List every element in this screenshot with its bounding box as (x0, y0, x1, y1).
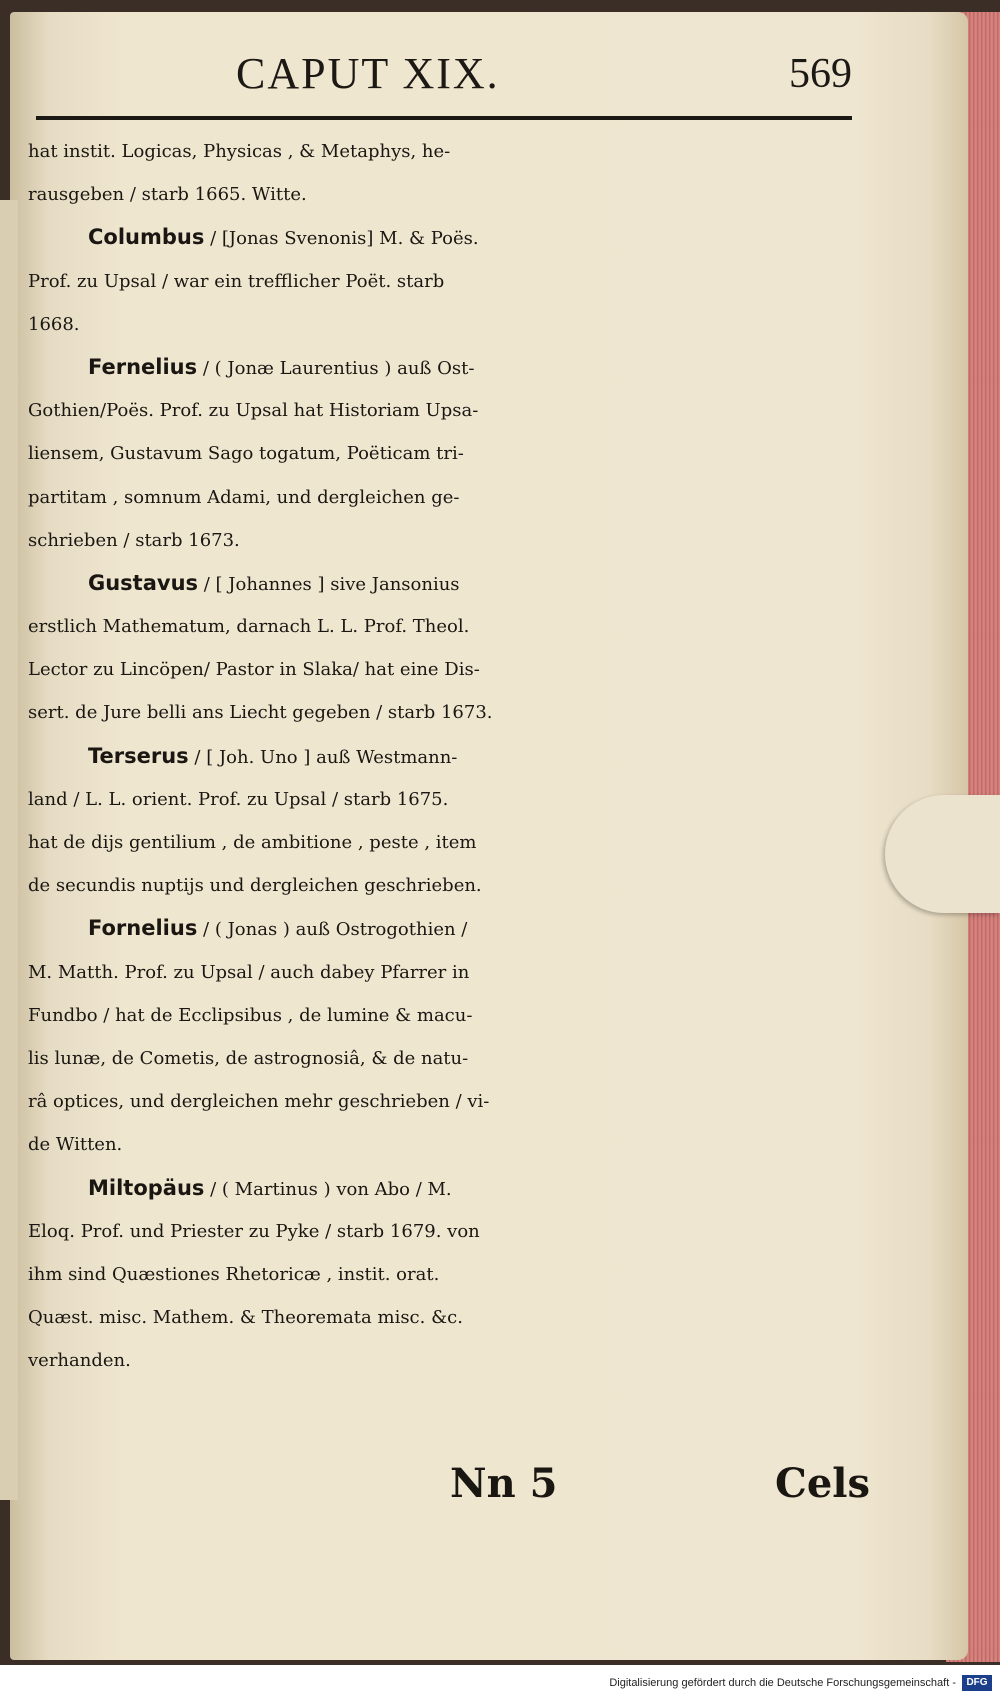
text-line (28, 216, 868, 259)
line-text: verhanden. (28, 1350, 131, 1372)
line-text: rausgeben / starb 1665. Witte. (28, 184, 307, 206)
text-line (28, 1123, 868, 1166)
body-text (28, 130, 868, 1382)
line-text: / ( Martinus ) von Abo / M. (204, 1178, 452, 1200)
previous-page-strip (0, 200, 18, 1500)
text-line (28, 432, 868, 475)
page-header (36, 44, 852, 104)
line-text: / [ Joh. Uno ] auß Westmann- (188, 746, 458, 768)
text-line (28, 951, 868, 994)
text-line (28, 389, 868, 432)
line-text: / ( Jonas ) auß Ostrogothien / (197, 919, 468, 941)
entry-name: Fornelius (88, 916, 198, 941)
text-line (28, 821, 868, 864)
entry-name: Columbus (88, 225, 205, 250)
line-text: Fundbo / hat de Ecclipsibus , de lumine & macu- (28, 1004, 473, 1026)
line-text: land / L. L. orient. Prof. zu Upsal / starb 1675. (28, 788, 449, 810)
line-text: de Witten. (28, 1134, 123, 1156)
line-text: partitam , somnum Adami, und dergleichen ge- (28, 486, 460, 508)
text-line (28, 562, 868, 605)
line-text: Lector zu Lincöpen/ Pastor in Slaka/ hat eine Dis- (28, 659, 480, 681)
line-text: Prof. zu Upsal / war ein trefflicher Poët. starb (28, 270, 445, 292)
text-line (28, 173, 868, 216)
line-text: râ optices, und dergleichen mehr geschrieben / vi- (28, 1091, 490, 1113)
line-text: / ( Jonæ Laurentius ) auß Ost- (197, 357, 475, 379)
text-line (28, 1037, 868, 1080)
text-line (28, 778, 868, 821)
text-line (28, 1210, 868, 1253)
entry-name: Terserus (88, 743, 189, 768)
text-line (28, 1339, 868, 1382)
line-text: sert. de Jure belli ans Liecht gegeben / starb 1673. (28, 702, 493, 724)
text-line (28, 691, 868, 734)
text-line (28, 1253, 868, 1296)
credit-bar (0, 1665, 1000, 1703)
line-text: de secundis nuptijs und dergleichen geschrieben. (28, 875, 482, 897)
signature-mark: Nn 5 (450, 1460, 558, 1507)
page-tab (885, 795, 1000, 913)
text-line (28, 735, 868, 778)
line-text: Quæst. misc. Mathem. & Theoremata misc. &c. (28, 1307, 463, 1329)
line-text: 1668. (28, 313, 80, 335)
line-text: erstlich Mathematum, darnach L. L. Prof. Theol. (28, 616, 470, 638)
line-text: Gothien/Poës. Prof. zu Upsal hat Historiam Upsa- (28, 400, 479, 422)
page-number: 569 (789, 51, 852, 97)
text-line (28, 519, 868, 562)
text-line (28, 346, 868, 389)
text-line (28, 1167, 868, 1210)
line-text: lis lunæ, de Cometis, de astrognosiâ, & de natu- (28, 1047, 469, 1069)
line-text: ihm sind Quæstiones Rhetoricæ , instit. orat. (28, 1263, 440, 1285)
entry-name: Gustavus (88, 570, 199, 595)
line-text: / [Jonas Svenonis] M. & Poës. (204, 228, 479, 250)
text-line (28, 130, 868, 173)
text-line (28, 605, 868, 648)
text-line (28, 907, 868, 950)
text-line (28, 994, 868, 1037)
text-line (28, 303, 868, 346)
running-head: CAPUT XIX. (236, 49, 500, 98)
line-text: schrieben / starb 1673. (28, 529, 240, 551)
line-text: hat instit. Logicas, Physicas , & Metaphys, he- (28, 141, 451, 162)
page-footer (0, 1460, 1000, 1530)
entry-name: Miltopäus (88, 1175, 205, 1200)
text-line (28, 648, 868, 691)
text-line (28, 1296, 868, 1339)
entry-name: Fernelius (88, 354, 198, 379)
text-line (28, 1080, 868, 1123)
line-text: liensem, Gustavum Sago togatum, Poëticam tri- (28, 443, 464, 465)
dfg-logo: DFG (962, 1675, 992, 1691)
line-text: M. Matth. Prof. zu Upsal / auch dabey Pfarrer in (28, 961, 470, 983)
text-line (28, 476, 868, 519)
line-text: Eloq. Prof. und Priester zu Pyke / starb 1679. von (28, 1220, 480, 1242)
header-rule (36, 116, 852, 120)
line-text: hat de dijs gentilium , de ambitione , peste , item (28, 832, 477, 853)
text-line (28, 260, 868, 303)
credit-text: Digitalisierung gefördert durch die Deutsche Forschungsgemeinschaft - (609, 1677, 956, 1689)
catchword: Cels (775, 1460, 870, 1507)
text-line (28, 864, 868, 907)
line-text: / [ Johannes ] sive Jansonius (198, 573, 460, 595)
